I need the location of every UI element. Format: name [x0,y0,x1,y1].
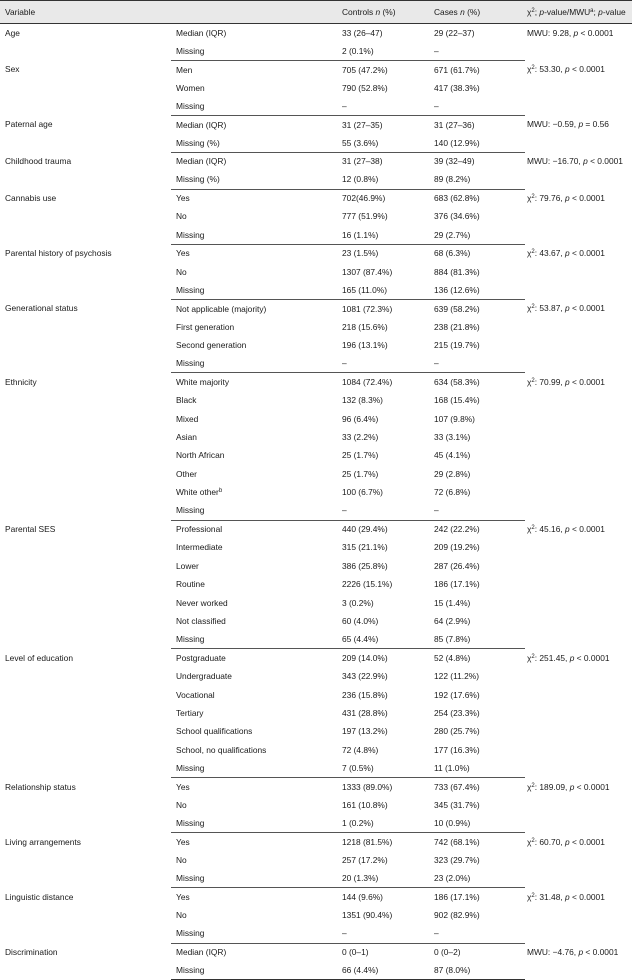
cases-value: 902 (82.9%) [434,910,480,921]
table-row [0,888,632,906]
controls-value: – [312,502,420,520]
variable-name: Ethnicity [5,376,37,387]
cases-value: 31 (27–36) [434,119,475,130]
level-text: Missing [176,284,205,295]
controls-value: 3 (0.2%) [342,597,374,608]
table-row [0,778,632,796]
controls-value: 315 (21.1%) [342,542,388,553]
test-statistic: $\chi^2$: 45.16, p < 0.0001 [527,524,605,535]
cases-value: 89 (8.2%) [420,171,525,189]
controls-value: 1307 (87.4%) [342,266,393,277]
controls-value: 66 (4.4%) [312,961,420,979]
level-text: Missing (%) [176,174,220,185]
level-label [171,906,312,924]
level-text: Missing [176,358,205,369]
test-statistic: $\chi^2$: 31.48, p < 0.0001 [527,891,605,902]
level-label [171,226,312,244]
controls-value: 100 (6.7%) [342,487,383,498]
cases-value: 64 (2.9%) [434,615,471,626]
variable-name: Paternal age [5,119,53,130]
cases-value: 107 (9.8%) [434,413,475,424]
level-text: School, no qualifications [176,744,267,755]
level-label [171,778,312,796]
cases-value: 186 (17.1%) [434,892,480,903]
level-text: Missing (%) [176,137,220,148]
cases-value: 186 (17.1%) [434,579,480,590]
level-label [171,24,312,42]
level-label [171,741,312,759]
controls-value: 65 (4.4%) [312,630,420,648]
level-label [171,483,312,501]
controls-value: 705 (47.2%) [342,64,388,75]
level-text: Yes [176,892,190,903]
level-text: Median (IQR) [176,119,227,130]
controls-value: 55 (3.6%) [312,134,420,152]
level-text: Asian [176,432,197,443]
level-text: Missing [176,505,205,516]
level-label [171,373,312,391]
table-row [0,649,632,667]
level-label [171,42,312,60]
controls-value: 31 (27–35) [342,119,383,130]
cases-value: 85 (7.8%) [420,630,525,648]
level-label [171,465,312,483]
controls-value: 386 (25.8%) [342,560,388,571]
level-text: Missing [176,229,205,240]
level-label [171,97,312,115]
level-text: Black [176,395,197,406]
level-text: Missing [176,928,205,939]
cases-value: 280 (25.7%) [434,726,480,737]
level-text: Other [176,468,197,479]
cases-value: 140 (12.9%) [420,134,525,152]
level-label [171,152,312,170]
level-text: Missing [176,762,205,773]
cases-value: 242 (22.2%) [434,524,480,535]
level-label [171,925,312,943]
controls-value: 257 (17.2%) [342,855,388,866]
controls-value: 1 (0.2%) [312,814,420,832]
test-statistic: MWU: −4.76, p < 0.0001 [527,947,619,958]
level-label [171,612,312,630]
level-label [171,171,312,189]
variable-name: Relationship status [5,781,76,792]
controls-value: 431 (28.8%) [342,707,388,718]
level-label [171,355,312,373]
header-variable: Variable [0,1,171,24]
cases-value: 29 (22–37) [434,27,475,38]
controls-value: 1218 (81.5%) [342,836,393,847]
level-label [171,686,312,704]
level-text: Missing [176,45,205,56]
level-label [171,281,312,299]
cases-value: 39 (32–49) [434,156,475,167]
cases-value: 639 (58.2%) [434,303,480,314]
header-cases: Cases n (%) [420,1,525,24]
level-text: First generation [176,321,235,332]
level-label [171,869,312,887]
level-text: No [176,211,187,222]
test-statistic: $\chi^2$: 60.70, p < 0.0001 [527,836,605,847]
controls-value: 33 (2.2%) [342,432,379,443]
level-text: White majority [176,377,230,388]
cases-value: 742 (68.1%) [434,836,480,847]
variable-name: Parental SES [5,524,56,535]
cases-value: 72 (6.8%) [434,487,471,498]
level-text: Yes [176,781,190,792]
test-statistic: $\chi^2$: 189.09, p < 0.0001 [527,781,610,792]
cases-value: – [420,355,525,373]
level-label [171,667,312,685]
level-label [171,538,312,556]
test-statistic: $\chi^2$: 79.76, p < 0.0001 [527,193,605,204]
controls-value: 702(46.9%) [342,193,386,204]
level-label [171,594,312,612]
level-text: Mixed [176,413,199,424]
cases-value: 0 (0–2) [434,947,461,958]
cases-value: 122 (11.2%) [434,671,480,682]
controls-value: 96 (6.4%) [342,413,379,424]
table-row [0,24,632,42]
controls-value: 209 (14.0%) [342,653,388,664]
variable-name: Level of education [5,652,73,663]
controls-value: 197 (13.2%) [342,726,388,737]
controls-value: 16 (1.1%) [312,226,420,244]
level-label [171,60,312,78]
cases-value: 11 (1.0%) [420,759,525,777]
table-row [0,189,632,207]
test-statistic: $\chi^2$: 70.99, p < 0.0001 [527,376,605,387]
table-row [0,943,632,961]
level-label [171,115,312,133]
level-label [171,79,312,97]
level-text: North African [176,450,225,461]
level-text: Tertiary [176,707,204,718]
level-label [171,888,312,906]
level-text: Postgraduate [176,653,226,664]
table-row [0,244,632,262]
header-statistic: $\chi^2$; p-value/MWU$^a$; p-value [525,1,632,24]
level-label [171,502,312,520]
cases-value: 52 (4.8%) [434,653,471,664]
controls-value: 1333 (89.0%) [342,781,393,792]
controls-value: 1351 (90.4%) [342,910,393,921]
controls-value: 165 (11.0%) [312,281,420,299]
controls-value: 25 (1.7%) [342,468,379,479]
controls-value: 12 (0.8%) [312,171,420,189]
level-text: Undergraduate [176,671,232,682]
table-row [0,299,632,317]
controls-value: 7 (0.5%) [312,759,420,777]
level-text: Median (IQR) [176,947,227,958]
cases-value: – [420,42,525,60]
cases-value: 168 (15.4%) [434,395,480,406]
level-text: Yes [176,836,190,847]
cases-value: 23 (2.0%) [420,869,525,887]
level-text: Yes [176,193,190,204]
cases-value: – [420,502,525,520]
level-label [171,557,312,575]
level-label [171,189,312,207]
level-text: Second generation [176,340,247,351]
level-label [171,134,312,152]
level-label [171,207,312,225]
cases-value: 68 (6.3%) [434,248,471,259]
controls-value: 72 (4.8%) [342,744,379,755]
controls-value: – [312,925,420,943]
level-text: Median (IQR) [176,156,227,167]
controls-value: 161 (10.8%) [342,799,388,810]
level-label [171,391,312,409]
controls-value: 31 (27–38) [342,156,383,167]
level-text: Lower [176,560,199,571]
level-text: No [176,266,187,277]
controls-value: 790 (52.8%) [342,82,388,93]
level-label [171,410,312,428]
level-text: Missing [176,100,205,111]
level-text: Intermediate [176,542,223,553]
cases-value: 671 (61.7%) [434,64,480,75]
controls-value: 777 (51.9%) [342,211,388,222]
cases-value: 10 (0.9%) [420,814,525,832]
cases-value: 29 (2.8%) [434,468,471,479]
table-row [0,60,632,78]
level-text: Women [176,82,205,93]
cases-value: 192 (17.6%) [434,689,480,700]
controls-value: 23 (1.5%) [342,248,379,259]
cases-value: 215 (19.7%) [434,340,480,351]
variable-name: Sex [5,64,20,75]
table-row [0,152,632,170]
cases-value: 287 (26.4%) [434,560,480,571]
level-label [171,722,312,740]
level-text: Never worked [176,597,228,608]
level-text: Not applicable (majority) [176,303,267,314]
table-row [0,373,632,391]
level-text: Yes [176,248,190,259]
level-label [171,759,312,777]
level-text: No [176,910,187,921]
level-label [171,244,312,262]
cases-value: 417 (38.3%) [434,82,480,93]
controls-value: 33 (26–47) [342,27,383,38]
level-text: No [176,855,187,866]
controls-value: 60 (4.0%) [342,615,379,626]
cases-value: – [420,97,525,115]
controls-value: 144 (9.6%) [342,892,383,903]
variable-name: Discrimination [5,947,58,958]
table-header-row [0,1,632,24]
level-label [171,833,312,851]
level-text: Missing [176,965,205,976]
level-text: Men [176,64,193,75]
controls-value: 218 (15.6%) [342,321,388,332]
cases-value: 209 (19.2%) [434,542,480,553]
cases-value: 15 (1.4%) [434,597,471,608]
level-text: White other [176,487,219,498]
test-statistic: MWU: −16.70, p < 0.0001 [527,156,623,167]
controls-value: – [312,97,420,115]
controls-value: 25 (1.7%) [342,450,379,461]
controls-value: 0 (0–1) [342,947,369,958]
controls-value: 132 (8.3%) [342,395,383,406]
level-label [171,428,312,446]
controls-value: 236 (15.8%) [342,689,388,700]
table-row [0,520,632,538]
cases-value: 683 (62.8%) [434,193,480,204]
controls-value: 196 (13.1%) [342,340,388,351]
cases-value: 87 (8.0%) [420,961,525,979]
test-statistic: MWU: 9.28, p < 0.0001 [527,28,614,38]
level-text: Vocational [176,689,215,700]
controls-value: 2226 (15.1%) [342,579,393,590]
controls-value: 2 (0.1%) [312,42,420,60]
cases-value: 45 (4.1%) [434,450,471,461]
variable-name: Generational status [5,303,78,314]
level-text: Missing [176,873,205,884]
header-controls: Controls n (%) [312,1,420,24]
controls-value: 20 (1.3%) [312,869,420,887]
controls-value: – [312,355,420,373]
level-label [171,446,312,464]
cases-value: 254 (23.3%) [434,707,480,718]
test-statistic: MWU: −0.59, p = 0.56 [527,119,609,130]
variable-name: Age [5,28,20,38]
level-label [171,299,312,317]
level-label [171,263,312,281]
level-text: Routine [176,579,205,590]
variable-name: Living arrangements [5,836,81,847]
cases-value: 33 (3.1%) [434,432,471,443]
test-statistic: $\chi^2$: 43.67, p < 0.0001 [527,248,605,259]
level-label [171,961,312,979]
table-row [0,833,632,851]
controls-value: 440 (29.4%) [342,524,388,535]
test-statistic: $\chi^2$: 251.45, p < 0.0001 [527,652,610,663]
level-label [171,318,312,336]
level-label [171,704,312,722]
level-text: Professional [176,524,223,535]
test-statistic: $\chi^2$: 53.30, p < 0.0001 [527,64,605,75]
level-text: Missing [176,818,205,829]
level-text: Missing [176,634,205,645]
level-label [171,943,312,961]
controls-value: 1084 (72.4%) [342,377,393,388]
level-label [171,649,312,667]
level-label [171,796,312,814]
cases-value: 238 (21.8%) [434,321,480,332]
variable-name: Parental history of psychosis [5,248,112,259]
variable-name: Cannabis use [5,193,57,204]
cases-value: 323 (29.7%) [434,855,480,866]
variable-name: Linguistic distance [5,891,74,902]
level-label [171,520,312,538]
header-level [171,1,312,24]
cases-value: – [420,925,525,943]
test-statistic: $\chi^2$: 53.87, p < 0.0001 [527,303,605,314]
cases-value: 29 (2.7%) [420,226,525,244]
cases-value: 177 (16.3%) [434,744,480,755]
controls-value: 343 (22.9%) [342,671,388,682]
cases-value: 376 (34.6%) [434,211,480,222]
level-text: School qualifications [176,726,253,737]
cases-value: 733 (67.4%) [434,781,480,792]
table-row [0,115,632,133]
cases-value: 136 (12.6%) [420,281,525,299]
level-label [171,575,312,593]
cases-value: 884 (81.3%) [434,266,480,277]
level-label [171,851,312,869]
cases-value: 345 (31.7%) [434,799,480,810]
variable-name: Childhood trauma [5,156,72,167]
level-label [171,814,312,832]
level-label [171,630,312,648]
level-label [171,336,312,354]
controls-value: 1081 (72.3%) [342,303,393,314]
level-text: Median (IQR) [176,27,227,38]
level-text: No [176,799,187,810]
footnote-marker: b [218,488,223,495]
level-text: Not classified [176,615,226,626]
cases-value: 634 (58.3%) [434,377,480,388]
